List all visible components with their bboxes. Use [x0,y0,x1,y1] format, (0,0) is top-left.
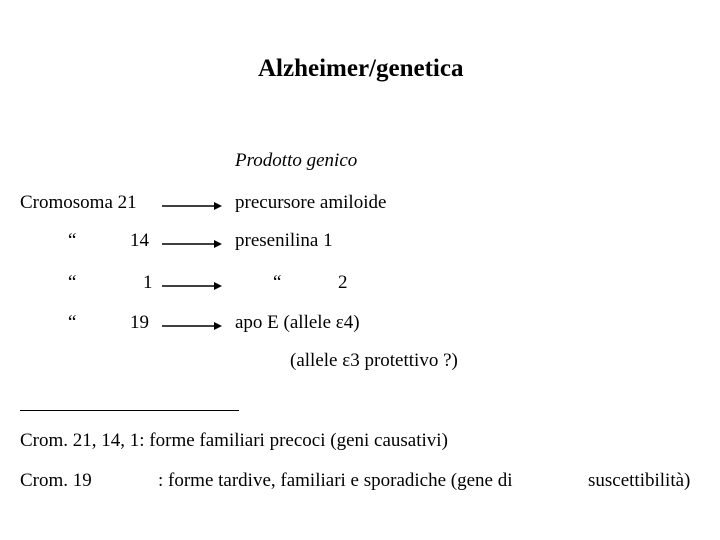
footnote-line: : forme tardive, familiari e sporadiche (gene di [158,470,513,491]
gene-product: apo E (allele ε4) [235,312,360,333]
arrow-icon [162,280,222,292]
page-title: Alzheimer/genetica [258,55,464,82]
footnote-label: Crom. 19 [20,470,92,491]
ditto-mark: “ [68,312,77,333]
ditto-mark: “ [273,272,282,293]
ditto-mark: “ [68,272,77,293]
chromosome-number: 14 [130,230,149,251]
divider [20,410,239,411]
footnote-tail: suscettibilità) [588,470,691,491]
chromosome-number: 19 [130,312,149,333]
arrow-icon [162,200,222,212]
arrow-icon [162,238,222,250]
chromosome-label: Cromosoma 21 [20,192,137,213]
gene-product: presenilina 1 [235,230,333,251]
chromosome-number: 1 [143,272,153,293]
gene-product: precursore amiloide [235,192,387,213]
arrow-icon [162,320,222,332]
column-heading: Prodotto genico [235,150,358,171]
footnote-line: Crom. 21, 14, 1: forme familiari precoci (geni causativi) [20,430,448,451]
gene-product-number: 2 [338,272,348,293]
allele-note: (allele ε3 protettivo ?) [290,350,458,371]
ditto-mark: “ [68,230,77,251]
